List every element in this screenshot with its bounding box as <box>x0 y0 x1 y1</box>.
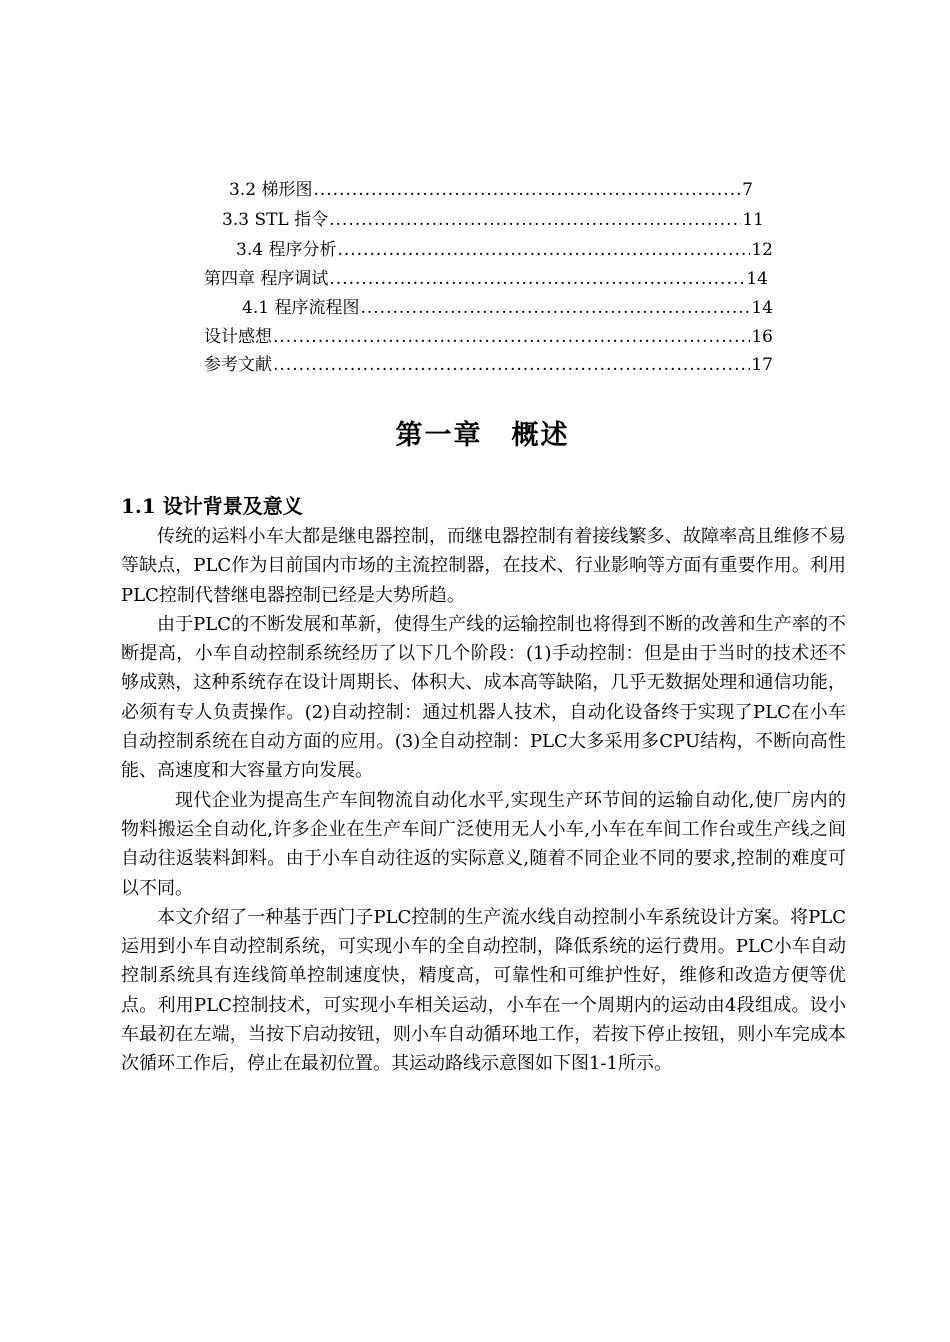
toc-entry-label: 3.3 STL 指令 <box>222 210 329 230</box>
toc-entry[interactable] <box>204 323 773 351</box>
toc-page-number: 14 <box>751 298 773 318</box>
toc-leader-dots <box>337 236 750 264</box>
toc-entry-label: 4.1 程序流程图 <box>242 298 360 318</box>
body-paragraph: 本文介绍了一种基于西门子PLC控制的生产流水线自动控制小车系统设计方案。将PLC运用到小车自动控制系统，可实现小车的全自动控制，降低系统的运行费用。PLC小车自动控制系统具有连线简单控制速度快，精度高，可靠性和可维护性好，维修和改造方便等优点。利用PLC控制技术，可实现小车相关运动，小车在一个周期内的运动由4段组成。设小车最初在左端，当按下启动按钮，则小车自动循环地工作，若按下停止按钮，则小车完成本次循环工作后，停止在最初位置。其运动路线示意图如下图1-1所示。 <box>121 906 846 1075</box>
toc-leader-dots <box>273 323 750 351</box>
toc-entry[interactable] <box>222 206 764 234</box>
toc-entry-label: 第四章 程序调试 <box>204 269 329 289</box>
toc-entry-label: 3.4 程序分析 <box>236 240 337 260</box>
toc-entry[interactable] <box>242 294 773 322</box>
toc-leader-dots <box>273 351 750 379</box>
toc-entry[interactable] <box>229 176 753 204</box>
chapter-title: 第一章 概述 <box>395 420 570 451</box>
body-paragraph: 传统的运料小车大都是继电器控制，而继电器控制有着接线繁多、故障率高且维修不易等缺点，PLC作为目前国内市场的主流控制器，在技术、行业影响等方面有重要作用。利用PLC控制代替继电器控制已经是大势所趋。 <box>121 526 846 606</box>
toc-leader-dots <box>329 206 741 234</box>
toc-leader-dots <box>360 294 750 322</box>
section-body <box>121 522 846 1079</box>
toc-page-number: 11 <box>742 210 764 230</box>
body-paragraph: 现代企业为提高生产车间物流自动化水平,实现生产环节间的运输自动化,使厂房内的物料搬运全自动化,许多企业在生产车间广泛使用无人小车,小车在车间工作台或生产线之间自动往返装料卸料。由于小车自动往返的实际意义,随着不同企业不同的要求,控制的难度可以不同。 <box>121 789 846 899</box>
toc-page-number: 17 <box>751 355 773 375</box>
toc-page-number: 7 <box>742 180 753 200</box>
toc-entry-label: 设计感想 <box>204 327 272 347</box>
toc-page-number: 14 <box>746 269 768 289</box>
toc-leader-dots <box>329 265 745 293</box>
toc-page-number: 12 <box>751 240 773 260</box>
toc-entry[interactable] <box>204 265 768 293</box>
body-paragraph: 由于PLC的不断发展和革新，使得生产线的运输控制也将得到不断的改善和生产率的不断提高，小车自动控制系统经历了以下几个阶段：(1)手动控制：但是由于当时的技术还不够成熟，这种系统存在设计周期长、体积大、成本高等缺陷，几乎无数据处理和通信功能，必须有专人负责操作。(2)自动控制：通过机器人技术，自动化设备终于实现了PLC在小车自动控制系统在自动方面的应用。(3)全自动控制：PLC大多采用多CPU结构，不断向高性能、高速度和大容量方向发展。 <box>121 613 846 782</box>
toc-entry-label: 参考文献 <box>204 355 272 375</box>
toc-entry-label: 3.2 梯形图 <box>229 180 313 200</box>
toc-page-number: 16 <box>751 327 773 347</box>
toc-leader-dots <box>313 176 741 204</box>
section-title: 1.1 设计背景及意义 <box>121 494 303 518</box>
toc-entry[interactable] <box>204 351 773 379</box>
toc-entry[interactable] <box>236 236 773 264</box>
